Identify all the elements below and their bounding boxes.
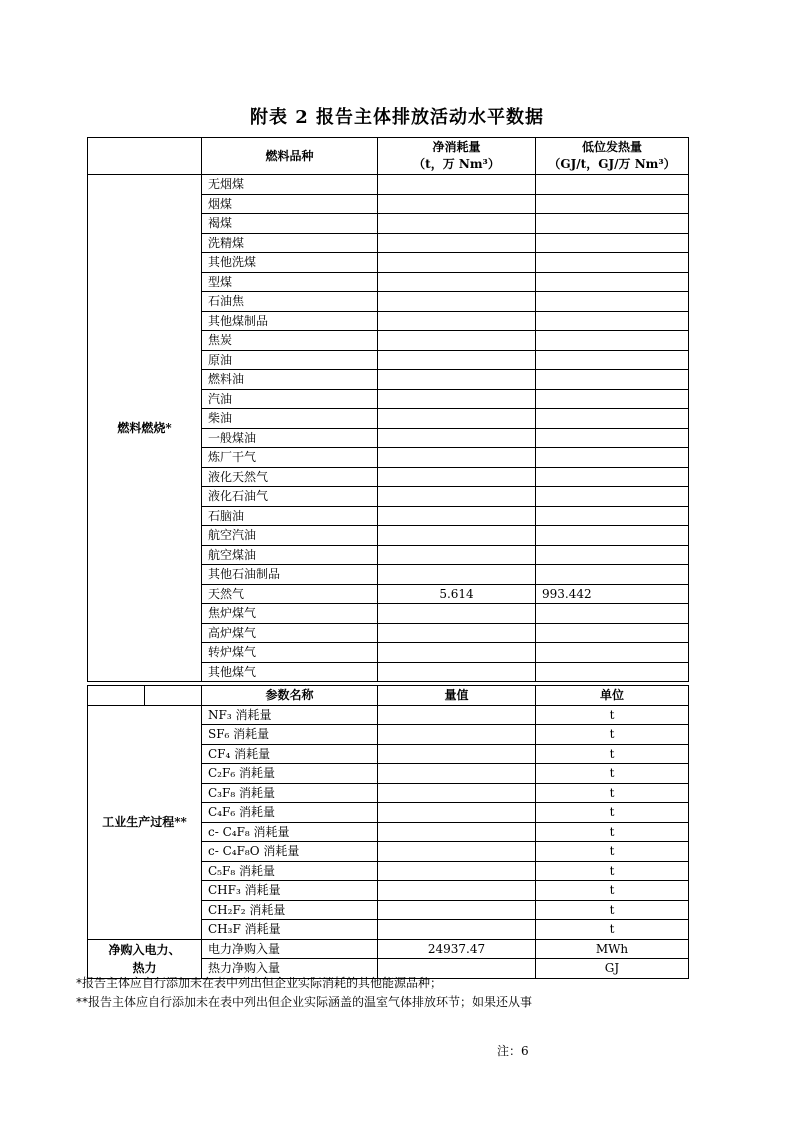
fuel-name-cell: 其他洗煤 <box>202 253 378 273</box>
param-name-header: 参数名称 <box>202 686 378 706</box>
fuel-name-cell: 汽油 <box>202 389 378 409</box>
fuel-consumption-cell <box>378 253 536 273</box>
param-header-blank-b <box>145 686 202 706</box>
fuel-heat-cell <box>536 662 689 682</box>
fuel-consumption-cell <box>378 662 536 682</box>
purchased-energy-group-label <box>88 939 202 978</box>
industrial-param-row <box>88 705 689 725</box>
fuel-heat-cell <box>536 311 689 331</box>
fuel-heat-cell <box>536 467 689 487</box>
fuel-name-cell: 航空煤油 <box>202 545 378 565</box>
fuel-name-cell: 焦炭 <box>202 331 378 351</box>
param-value-cell <box>378 764 536 784</box>
fuel-consumption-cell <box>378 506 536 526</box>
fuel-heat-cell <box>536 545 689 565</box>
param-value-cell <box>378 783 536 803</box>
fuel-name-cell: 转炉煤气 <box>202 643 378 663</box>
fuel-consumption-cell <box>378 643 536 663</box>
param-unit-cell: t <box>536 822 689 842</box>
fuel-consumption-cell <box>378 272 536 292</box>
fuel-name-cell: 焦炉煤气 <box>202 604 378 624</box>
fuel-name-cell: 柴油 <box>202 409 378 429</box>
fuel-consumption-cell <box>378 623 536 643</box>
industrial-process-group-label: 工业生产过程** <box>88 705 202 939</box>
fuel-consumption-cell <box>378 350 536 370</box>
param-unit-cell: t <box>536 744 689 764</box>
param-unit-cell: t <box>536 803 689 823</box>
fuel-consumption-cell <box>378 292 536 312</box>
purchase-name-cell: 电力净购入量 <box>202 939 378 959</box>
fuel-heat-cell <box>536 623 689 643</box>
param-value-cell <box>378 842 536 862</box>
fuel-name-cell: 其他煤气 <box>202 662 378 682</box>
fuel-name-cell: 天然气 <box>202 584 378 604</box>
fuel-consumption-cell <box>378 370 536 390</box>
purchase-label-line2: 热力 <box>132 960 157 975</box>
param-value-cell <box>378 822 536 842</box>
page-title: 附表 2 报告主体排放活动水平数据 <box>249 107 545 128</box>
purchase-unit-cell: MWh <box>536 939 689 959</box>
fuel-heat-cell: 993.442 <box>536 584 689 604</box>
fuel-consumption-cell <box>378 175 536 195</box>
fuel-consumption-cell <box>378 526 536 546</box>
fuel-heat-cell <box>536 565 689 585</box>
param-unit-cell: t <box>536 900 689 920</box>
note-2: **报告主体应自行添加未在表中列出但企业实际涵盖的温室气体排放环节；如果还从事 <box>76 995 533 1009</box>
param-value-cell <box>378 725 536 745</box>
fuel-heat-cell <box>536 331 689 351</box>
fuel-consumption-cell <box>378 428 536 448</box>
consumption-header-label: 净消耗量 <box>432 140 481 154</box>
fuel-name-cell: 航空汽油 <box>202 526 378 546</box>
param-name-cell: NF₃ 消耗量 <box>202 705 378 725</box>
param-unit-cell: t <box>536 783 689 803</box>
fuel-consumption-cell <box>378 487 536 507</box>
fuel-header-row <box>88 138 689 175</box>
table-body <box>88 138 689 979</box>
param-header-blank-a <box>88 686 145 706</box>
param-name-cell: CH₃F 消耗量 <box>202 920 378 940</box>
fuel-heat-cell <box>536 604 689 624</box>
param-unit-cell: t <box>536 861 689 881</box>
param-value-cell <box>378 744 536 764</box>
fuel-name-header: 燃料品种 <box>202 138 378 175</box>
footer-text: 注：6 <box>497 1044 529 1058</box>
fuel-name-cell: 无烟煤 <box>202 175 378 195</box>
param-name-cell: SF₆ 消耗量 <box>202 725 378 745</box>
consumption-header-unit: （t，万 Nm³） <box>413 157 500 171</box>
header-blank-cell <box>88 138 202 175</box>
param-name-cell: CH₂F₂ 消耗量 <box>202 900 378 920</box>
fuel-consumption-cell <box>378 545 536 565</box>
param-name-cell: C₄F₆ 消耗量 <box>202 803 378 823</box>
fuel-name-cell: 液化石油气 <box>202 487 378 507</box>
fuel-combustion-group-label: 燃料燃烧* <box>88 175 202 682</box>
heat-header-unit: （GJ/t，GJ/万 Nm³） <box>548 157 676 171</box>
fuel-heat-cell <box>536 643 689 663</box>
consumption-header <box>378 138 536 175</box>
fuel-consumption-cell <box>378 467 536 487</box>
fuel-name-cell: 一般煤油 <box>202 428 378 448</box>
param-value-cell <box>378 803 536 823</box>
note-1: *报告主体应自行添加未在表中列出但企业实际消耗的其他能源品种； <box>76 976 443 990</box>
fuel-heat-cell <box>536 487 689 507</box>
fuel-name-cell: 褐煤 <box>202 214 378 234</box>
fuel-consumption-cell <box>378 448 536 468</box>
fuel-heat-cell <box>536 370 689 390</box>
fuel-consumption-cell <box>378 331 536 351</box>
fuel-heat-cell <box>536 448 689 468</box>
fuel-name-cell: 石脑油 <box>202 506 378 526</box>
fuel-heat-cell <box>536 428 689 448</box>
fuel-name-cell: 燃料油 <box>202 370 378 390</box>
fuel-consumption-cell <box>378 604 536 624</box>
purchase-unit-cell: GJ <box>536 959 689 979</box>
fuel-consumption-cell <box>378 409 536 429</box>
fuel-heat-cell <box>536 272 689 292</box>
fuel-heat-cell <box>536 175 689 195</box>
fuel-name-cell: 烟煤 <box>202 194 378 214</box>
fuel-name-cell: 型煤 <box>202 272 378 292</box>
param-unit-header: 单位 <box>536 686 689 706</box>
purchase-label-line1: 净购入电力、 <box>108 942 181 957</box>
param-value-cell <box>378 881 536 901</box>
fuel-heat-cell <box>536 233 689 253</box>
param-name-cell: CHF₃ 消耗量 <box>202 881 378 901</box>
fuel-name-cell: 石油焦 <box>202 292 378 312</box>
fuel-heat-cell <box>536 253 689 273</box>
param-unit-cell: t <box>536 920 689 940</box>
param-value-cell <box>378 920 536 940</box>
fuel-name-cell: 其他石油制品 <box>202 565 378 585</box>
fuel-consumption-cell <box>378 233 536 253</box>
fuel-heat-cell <box>536 506 689 526</box>
param-name-cell: c- C₄F₈ 消耗量 <box>202 822 378 842</box>
activity-data-table <box>87 137 689 979</box>
fuel-consumption-cell <box>378 565 536 585</box>
heat-header <box>536 138 689 175</box>
fuel-consumption-cell: 5.614 <box>378 584 536 604</box>
param-name-cell: C₂F₆ 消耗量 <box>202 764 378 784</box>
fuel-consumption-cell <box>378 194 536 214</box>
param-unit-cell: t <box>536 764 689 784</box>
param-value-header: 量值 <box>378 686 536 706</box>
param-unit-cell: t <box>536 842 689 862</box>
param-unit-cell: t <box>536 705 689 725</box>
fuel-consumption-cell <box>378 311 536 331</box>
fuel-heat-cell <box>536 194 689 214</box>
fuel-row <box>88 175 689 195</box>
fuel-heat-cell <box>536 389 689 409</box>
param-value-cell <box>378 900 536 920</box>
fuel-name-cell: 其他煤制品 <box>202 311 378 331</box>
purchase-value-cell: 24937.47 <box>378 939 536 959</box>
fuel-name-cell: 洗精煤 <box>202 233 378 253</box>
param-name-cell: C₅F₈ 消耗量 <box>202 861 378 881</box>
fuel-name-cell: 液化天然气 <box>202 467 378 487</box>
purchase-row <box>88 939 689 959</box>
purchase-name-cell: 热力净购入量 <box>202 959 378 979</box>
heat-header-label: 低位发热量 <box>581 140 642 154</box>
fuel-name-cell: 高炉煤气 <box>202 623 378 643</box>
param-value-cell <box>378 705 536 725</box>
param-unit-cell: t <box>536 881 689 901</box>
param-name-cell: CF₄ 消耗量 <box>202 744 378 764</box>
param-header-row <box>88 686 689 706</box>
param-value-cell <box>378 861 536 881</box>
fuel-consumption-cell <box>378 389 536 409</box>
fuel-consumption-cell <box>378 214 536 234</box>
param-name-cell: c- C₄F₈O 消耗量 <box>202 842 378 862</box>
fuel-heat-cell <box>536 214 689 234</box>
fuel-heat-cell <box>536 292 689 312</box>
param-name-cell: C₃F₈ 消耗量 <box>202 783 378 803</box>
fuel-heat-cell <box>536 409 689 429</box>
param-unit-cell: t <box>536 725 689 745</box>
fuel-heat-cell <box>536 526 689 546</box>
fuel-name-cell: 炼厂干气 <box>202 448 378 468</box>
fuel-name-cell: 原油 <box>202 350 378 370</box>
fuel-heat-cell <box>536 350 689 370</box>
